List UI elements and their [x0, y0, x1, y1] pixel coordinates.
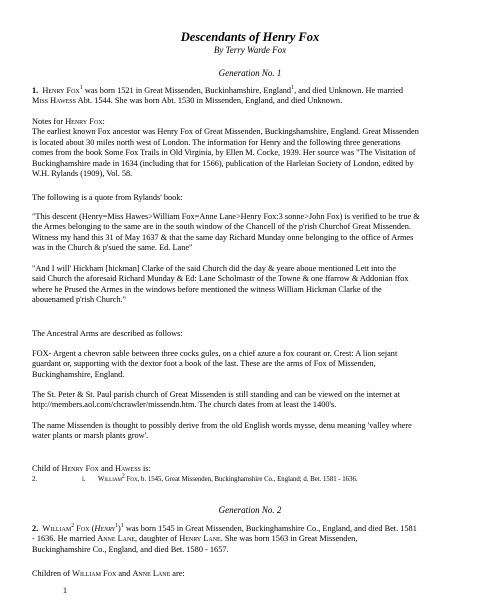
spouse-name: Anne Lane — [97, 534, 135, 544]
entry-number: 1. — [32, 86, 39, 95]
entry-text: , and died Unknown. He married — [294, 86, 404, 95]
notes-section — [32, 117, 472, 179]
notes-line: Buckinghamshire made in 1634 (including that for 1566), publication of the Harleian Society of London, edited by — [32, 158, 414, 168]
henry-entry — [32, 86, 472, 107]
notes-line: The earliest known Fox ancestor was Henry Fox of Great Missenden, Buckingshamshire, England. Great Missenden — [32, 127, 419, 137]
arms-description — [32, 349, 472, 380]
generation-superscript: 1 — [79, 85, 83, 92]
arms-intro: The Ancestral Arms are described as follows: — [32, 329, 183, 338]
quote-line: where he Prused the Armes in the windows before mentioned the witness William Hickman Clarke of the — [32, 284, 382, 294]
quote-line: Witness my hand this 31 of May 1637 & that the same day Richard Munday onne belonging to the office of Armes — [32, 232, 414, 242]
entry-text: was born 1521 in Great Missenden, Buckinhamshire, England — [82, 86, 292, 95]
child-details: , b. 1545, Great Missenden, Buckinghamshire Co., England; d. Bet. 1581 - 1636. — [137, 476, 358, 483]
notes-line: W.H. Rylands (1909), Vol. 58. — [32, 169, 133, 179]
source-superscript: 1 — [291, 85, 295, 92]
spouse-father-name: Henry Lane — [179, 534, 221, 544]
name-origin-line: The name Missenden is thought to possibly derive from the old English words mysse, denu meaning 'valley where — [32, 421, 412, 430]
document-author: By Terry Warde Fox — [213, 45, 287, 55]
parent-name: Henry Fox — [61, 464, 99, 473]
quote-line: "And I will' Hickham [hickman] Clarke of the said Church did the day & yeare aboue mentioned Lett into the — [32, 264, 397, 273]
child-number: 2. — [32, 476, 38, 483]
church-line: The St. Peter & St. Paul parish church of Great Missenden is still standing and can be viewed on the internet at — [32, 390, 400, 399]
quote-line: the Armes belonging to the same are in the south window of the Chancell of the p'rish Churchof Great Missenden. — [32, 222, 411, 232]
quote-intro: The following is a quote from Rylands' book: — [32, 193, 183, 202]
parent-name: William Fox — [72, 569, 117, 578]
church-line: http://members.aol.com/chcrawler/missendn.htm. The church dates from at least the 1400's. — [32, 400, 337, 410]
child-name: William — [98, 476, 122, 483]
name-origin-paragraph — [32, 421, 472, 442]
entry-text: Buckinghamshire Co., England, and died Bet. 1580 - 1657. — [32, 544, 229, 554]
arms-line: Buckinghamshire, England. — [32, 369, 125, 379]
quote-line: abouenamed p'rish Church." — [32, 295, 127, 305]
quote-line: "This descent (Henry=Miss Hawes>William Fox=Anne Lane>Henry Fox:3 sonne>John Fox) is verified to be true & — [32, 212, 420, 221]
arms-line: guardant or, supporting with the dextor foot a book of the last. These are the arms of Fox of Missenden, — [32, 359, 376, 369]
spouse-name: Miss Hawess — [32, 96, 76, 106]
quote-paragraph-2 — [32, 264, 472, 306]
entry-text: was born 1545 in Great Missenden, Buckinghamshire Co., England, and died Bet. 1581 — [123, 524, 417, 533]
children-heading: Children of William Fox and Anne Lane are: — [32, 569, 185, 578]
arms-line: FOX- Argent a chevron sable between three cocks gules, on a chief azure a fox courant or. Crest: A lion sejant — [32, 349, 398, 358]
william-entry: 2. William$^2$ Fox (Henry$^1$)$^1$ was born 1545 in Great Missenden, Buckinghamshire Co., England, and died Bet. 1581 - 1636. He married Anne Lane, daughter of Henry Lane. She was born 1563 in Great Missenden, Buckinghamshire Co., England, and died Bet. 1580 - 1657. — [32, 524, 472, 555]
page-number: 1 — [63, 586, 67, 595]
quote-line: was in the Church & p'sued the same. Ed. Lane" — [32, 243, 193, 253]
church-paragraph — [32, 390, 472, 411]
entry-number: 2. — [32, 524, 39, 533]
quote-paragraph-1 — [32, 212, 472, 254]
person-name: Henry — [42, 86, 65, 95]
child-heading: Child of Henry Fox and Hawess is: — [32, 464, 151, 473]
generation-heading-1: Generation No. 1 — [218, 68, 282, 78]
person-surname: Fox — [76, 524, 90, 533]
parent-name: Hawess — [115, 464, 141, 473]
child-surname: Fox — [126, 476, 138, 483]
father-name: Henry — [94, 524, 115, 533]
notes-heading: Notes for Henry Fox: — [32, 117, 105, 126]
person-name: William — [42, 524, 72, 533]
quote-line: said Church the aforesaid Richard Munday & Ed: Lane Scholmastr of the Towne & one ffarrow & Addonian ffox — [32, 274, 409, 284]
generation-heading-2: Generation No. 2 — [218, 505, 282, 515]
document-title: Descendants of Henry Fox — [180, 30, 320, 44]
child-roman-numeral: i. — [82, 476, 86, 483]
person-surname: Fox — [66, 86, 80, 95]
parent-name: Anne Lane — [132, 569, 171, 578]
entry-text: Abt. 1544. She was born Abt. 1530 in Missenden, England, and died Unknown. — [75, 96, 343, 106]
notes-line: comes from the book Some Fox Trails in Old Virginia, by Ellen M. Cocke, 1939. Her source was "The Visitation of — [32, 148, 416, 158]
child-entry: 2. i. William$^2$ Fox, b. 1545, Great Missenden, Buckinghamshire Co., England; d. Bet. 1581 - 1636. — [32, 473, 358, 483]
notes-line: is located about 30 miles north west of London. The information for Henry and the following three generations — [32, 137, 401, 147]
name-origin-line: water plants or marsh plants grow'. — [32, 431, 149, 441]
